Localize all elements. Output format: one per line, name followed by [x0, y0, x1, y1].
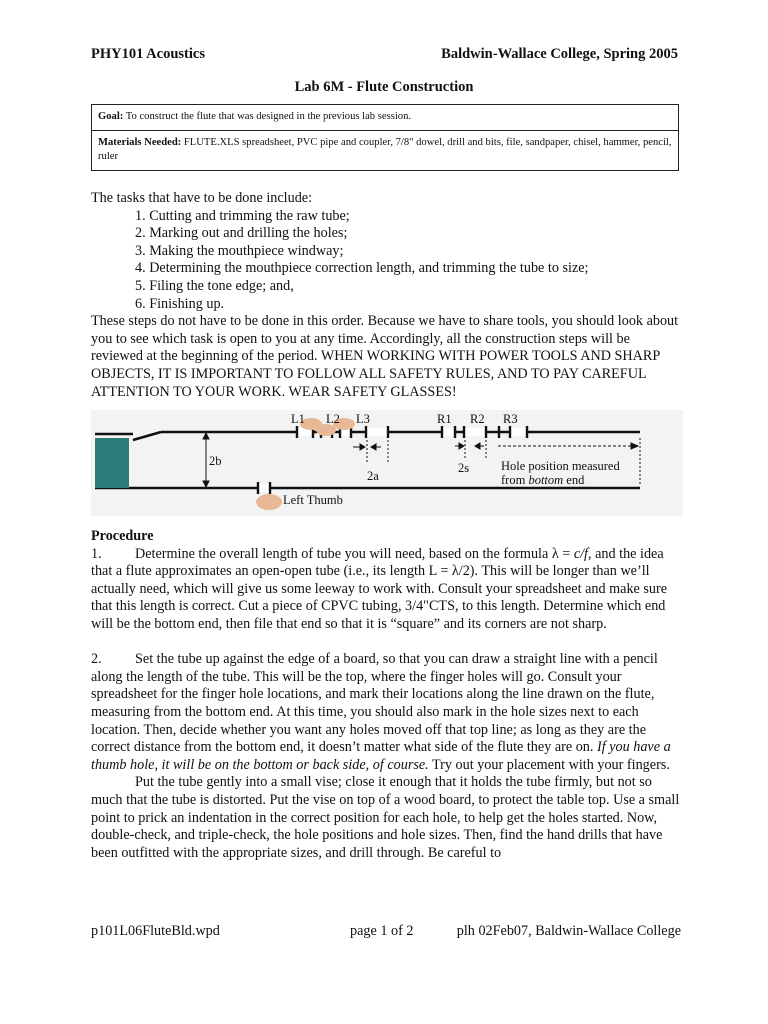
- label-hole-note-2: [501, 473, 585, 487]
- materials-row: [92, 130, 678, 170]
- label-2a: 2a: [367, 469, 379, 483]
- label-r2: R2: [470, 412, 485, 426]
- intro-section: [91, 190, 683, 401]
- label-l1: L1: [291, 412, 305, 426]
- step-2-emphasis: If you have a thumb hole, it will be on the bottom or back side, of course.: [91, 739, 671, 773]
- label-r1: R1: [437, 412, 452, 426]
- footer-author-date: plh 02Feb07, Baldwin-Wallace College: [456, 923, 681, 939]
- header-institution: Baldwin-Wallace College, Spring 2005: [441, 46, 678, 62]
- goal-text: To construct the flute that was designed in the previous lab session.: [125, 111, 412, 122]
- mouthpiece-block: [95, 438, 129, 488]
- hole-note-suffix: end: [563, 473, 585, 487]
- label-2b: 2b: [209, 454, 222, 468]
- materials-text: FLUTE.XLS spreadsheet, PVC pipe and coupler, 7/8" dowel, drill and bits, file, sandpaper, chisel, hammer, pencil, ruler: [98, 136, 672, 162]
- procedure-step-2: [91, 651, 683, 774]
- step-1-text-a: Determine the overall length of tube you will need, based on the formula λ =: [135, 545, 574, 562]
- finger-thumb: [256, 494, 282, 510]
- label-l3: L3: [356, 412, 370, 426]
- task-item: 1. Cutting and trimming the raw tube;: [135, 207, 350, 224]
- page-title: Lab 6M - Flute Construction: [294, 79, 474, 95]
- step-1-text-b: , and the idea that a flute approximates an open-open tube (i.e., its length L = λ/2). This will be longer than we’ll actually need, which will give us some leeway to work with. Consult your spreadsheet and make sure that this length is correct. Cut a piece of CPVC tubing, 3/4"CTS, to this length. Determine which end will be the bottom end, then file that end so that it is “square” and its corners are not sharp.: [91, 545, 668, 632]
- task-item: 6. Finishing up.: [135, 295, 225, 312]
- step-2-text-b: Try out your placement with your fingers.: [428, 756, 670, 773]
- task-item: 3. Making the mouthpiece windway;: [135, 242, 344, 259]
- step-2-text-a: Set the tube up against the edge of a board, so that you can draw a straight line with a pencil along the length of the tube. This will be the top, where the finger holes will go. Consult your spreadsheet for the finger hole locations, and mark their locations along the line drawn on the flute, measuring from the bottom end. At this time, you should also mark in the hole sizes next to each location. Then, decide whether you want any holes moved off that top line; as long as they are the correct distance from the bottom end, it doesn’t matter what side of the flute they are on.: [91, 651, 658, 756]
- procedure-step-1: [91, 546, 683, 634]
- header-course: PHY101 Acoustics: [91, 46, 205, 62]
- intro-lead: The tasks that have to be done include:: [91, 190, 313, 206]
- label-r3: R3: [503, 412, 518, 426]
- paragraph-spacer: [91, 634, 683, 652]
- info-box: [91, 104, 679, 171]
- label-2s: 2s: [458, 461, 470, 475]
- materials-label: Materials Needed:: [98, 136, 182, 148]
- hole-note-emphasis: bottom: [528, 473, 564, 487]
- task-item: 4. Determining the mouthpiece correction length, and trimming the tube to size;: [135, 260, 589, 277]
- hole-note-prefix: from: [501, 473, 529, 487]
- step-2-number: 2.: [91, 651, 102, 668]
- footer-page-number: page 1 of 2: [350, 923, 414, 939]
- footer-filename: p101L06FluteBld.wpd: [91, 923, 220, 939]
- goal-row: [92, 105, 678, 130]
- flute-diagram: [91, 410, 683, 516]
- procedure-section: [91, 528, 683, 862]
- procedure-step-2-paragraph-2: Put the tube gently into a small vise; close it enough that it holds the tube firmly, but not so much that the tube is distorted. Put the vise on top of a wood board, to protect the table top. Use a small point to prick an indentation in the correct position for each hole, to help get the holes started. Now, double-check, and triple-check, the hole positions and hole sizes. Then, find the hand drills that have been outfitted with the appropriate sizes, and drill through. Be careful to: [91, 774, 680, 861]
- procedure-heading: Procedure: [91, 528, 154, 544]
- step-1-formula: c/f: [573, 545, 588, 562]
- task-item: 5. Filing the tone edge; and,: [135, 277, 294, 294]
- goal-label: Goal:: [98, 111, 124, 122]
- label-hole-note-1: Hole position measured: [501, 459, 620, 473]
- task-list: [91, 208, 683, 314]
- label-l2: L2: [326, 412, 340, 426]
- label-left-thumb: Left Thumb: [283, 493, 343, 507]
- step-1-number: 1.: [91, 545, 102, 562]
- intro-safety-paragraph: These steps do not have to be done in this order. Because we have to share tools, you should look about you to see which task is open to you at any time. Accordingly, all the construction steps will be reviewed at the beginning of the period. WHEN WORKING WITH POWER TOOLS AND SHARP OBJECTS, IT IS IMPORTANT TO FOLLOW ALL SAFETY RULES, AND TO PAY CAREFUL ATTENTION TO YOUR WORK. WEAR SAFETY GLASSES!: [91, 313, 679, 400]
- task-item: 2. Marking out and drilling the holes;: [135, 225, 348, 242]
